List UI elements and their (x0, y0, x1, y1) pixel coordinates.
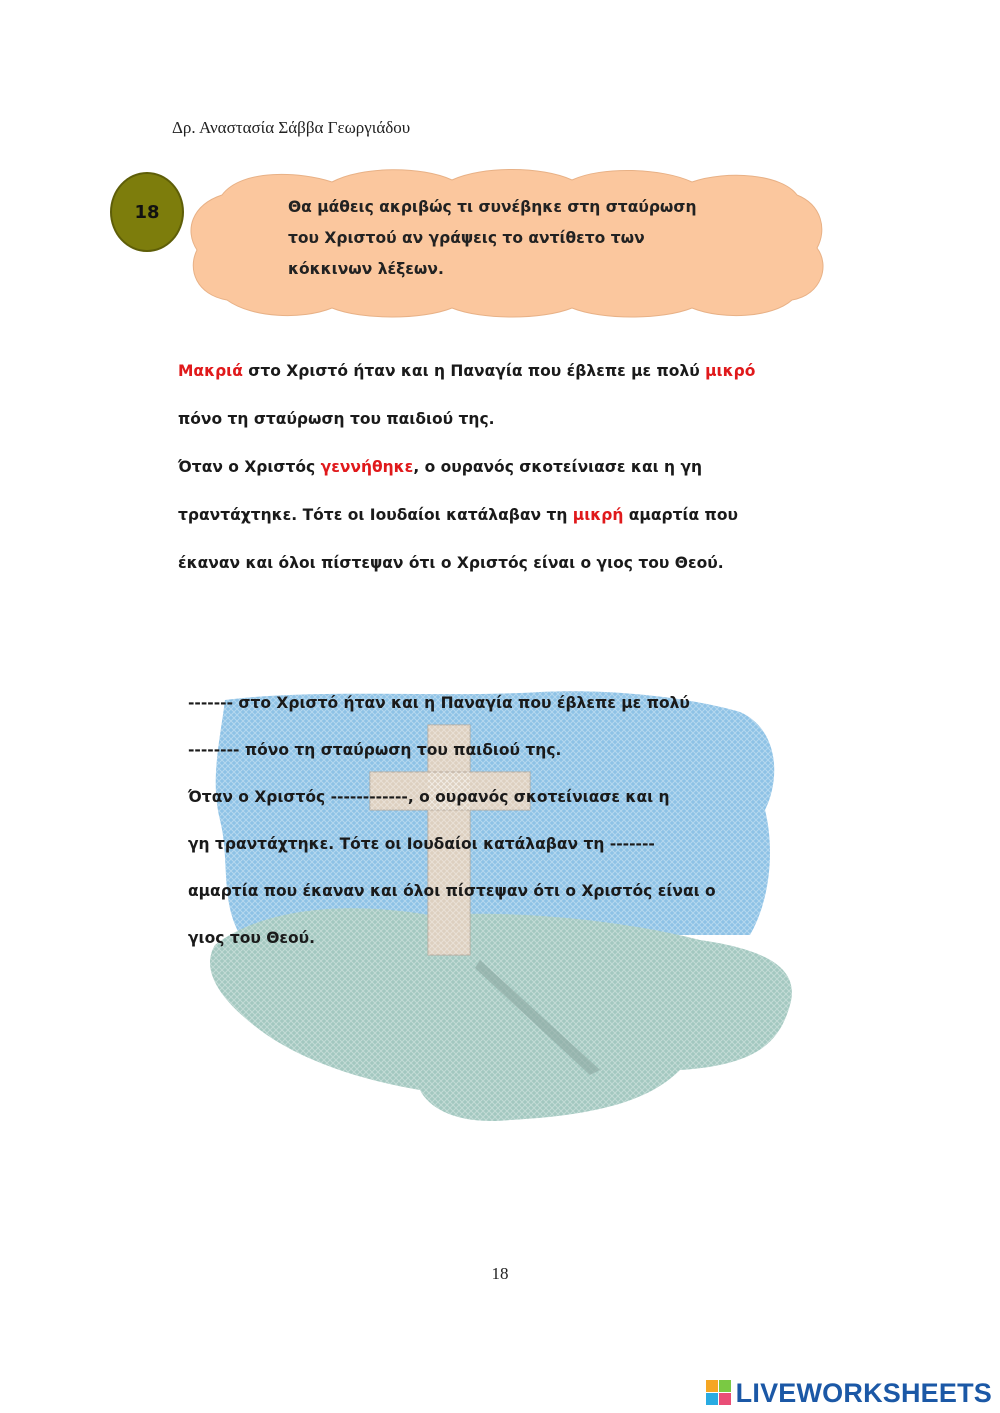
paragraph-text: , ο ουρανός σκοτείνιασε και η γη (413, 458, 703, 476)
liveworksheets-logo-icon (706, 1380, 732, 1406)
paragraph-line (178, 352, 858, 400)
exercise-line: γιος του Θεού. (188, 929, 316, 947)
original-paragraph (178, 352, 858, 592)
red-word: μικρό (705, 362, 756, 380)
red-word: μικρή (572, 506, 624, 524)
brand-name: LIVEWORKSHEETS (735, 1377, 992, 1408)
paragraph-text: στο Χριστό ήταν και η Παναγία που έβλεπε με πολύ (242, 362, 706, 380)
paragraph-line (178, 496, 858, 544)
red-word: γεννήθηκε (320, 458, 414, 476)
author-name: Δρ. Αναστασία Σάββα Γεωργιάδου (172, 118, 411, 137)
paragraph-text: πόνο τη σταύρωση του παιδιού της. (178, 410, 495, 428)
exercise-number: 18 (134, 201, 160, 223)
exercise-line: αμαρτία που έκαναν και όλοι πίστεψαν ότι ο Χριστός είναι ο (188, 882, 716, 900)
paragraph-line (178, 448, 858, 496)
fill-in-exercise (188, 684, 828, 966)
red-word: Μακριά (178, 362, 243, 380)
instruction-line: κόκκινων λέξεων. (288, 260, 444, 278)
instruction-line: του Χριστού αν γράψεις το αντίθετο των (288, 229, 645, 247)
exercise-number-badge (110, 172, 184, 252)
paragraph-text: έκαναν και όλοι πίστεψαν ότι ο Χριστός είναι ο γιος του Θεού. (178, 554, 724, 572)
exercise-line: Όταν ο Χριστός ------------, ο ουρανός σκοτείνιασε και η (188, 788, 670, 806)
exercise-line: γη τραντάχτηκε. Τότε οι Ιουδαίοι κατάλαβαν τη ------- (188, 835, 655, 853)
paragraph-text: τραντάχτηκε. Τότε οι Ιουδαίοι κατάλαβαν τη (178, 506, 573, 524)
instruction-line: Θα μάθεις ακριβώς τι συνέβηκε στη σταύρωση (288, 198, 697, 216)
paragraph-text: Όταν ο Χριστός (178, 458, 321, 476)
instruction-text (288, 192, 758, 285)
paragraph-line (178, 544, 858, 592)
exercise-line: -------- πόνο τη σταύρωση του παιδιού της. (188, 741, 562, 759)
page-number: 18 (491, 1264, 509, 1283)
liveworksheets-brand[interactable] (706, 1378, 992, 1408)
paragraph-text: αμαρτία που (623, 506, 738, 524)
paragraph-line (178, 400, 858, 448)
exercise-line: ------- στο Χριστό ήταν και η Παναγία που έβλεπε με πολύ (188, 694, 690, 712)
